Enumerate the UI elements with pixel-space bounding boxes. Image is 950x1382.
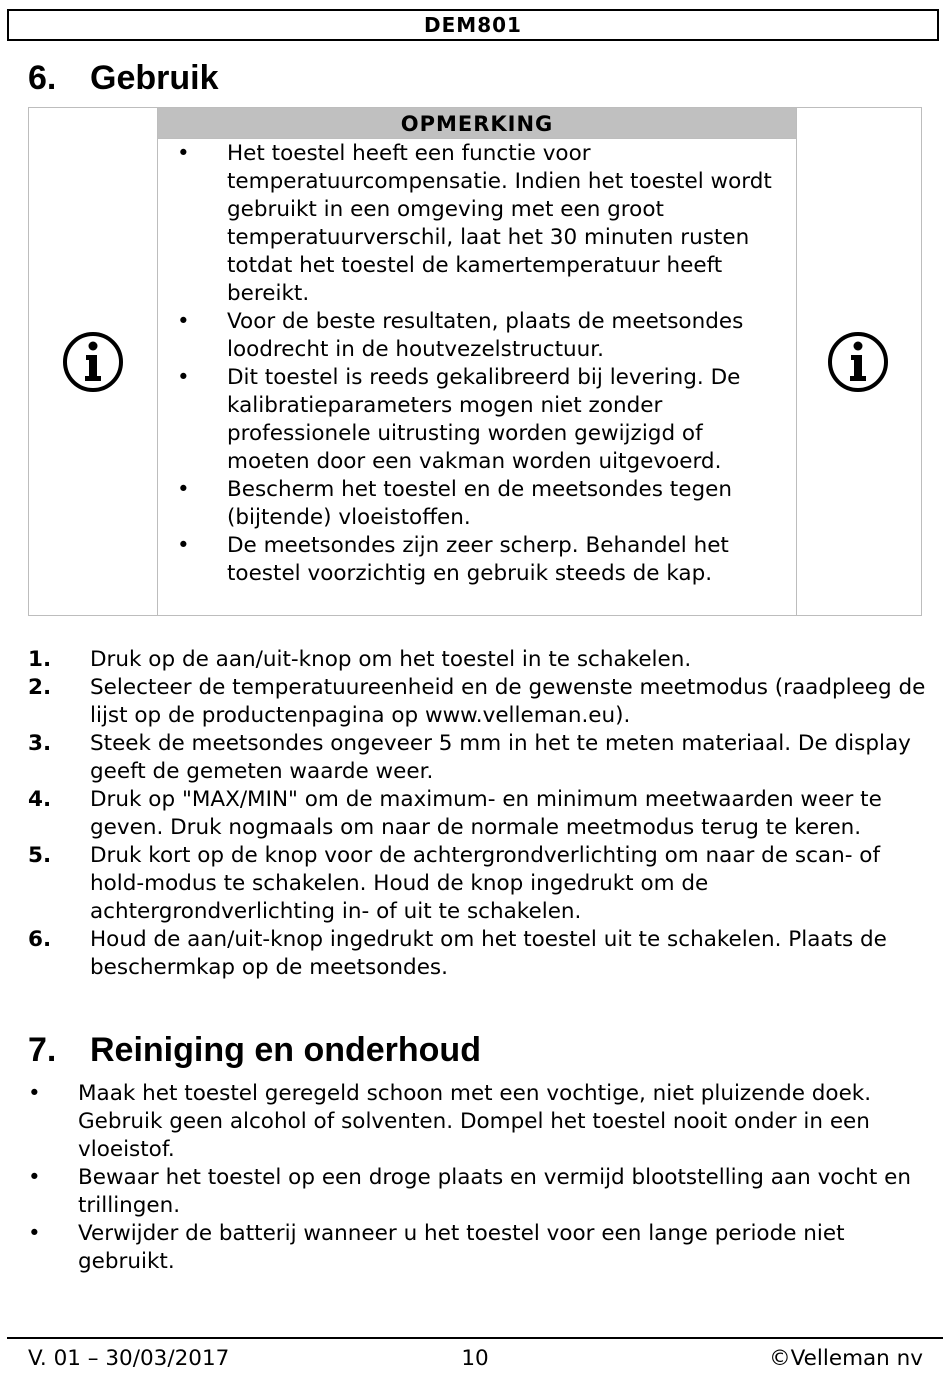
page-number: 10 — [461, 1346, 489, 1371]
info-icon — [827, 331, 889, 393]
page-header — [7, 9, 939, 41]
section-number: 7. — [28, 1031, 57, 1069]
version-date: V. 01 – 30/03/2017 — [28, 1346, 230, 1371]
copyright: ©Velleman nv — [769, 1346, 923, 1371]
list-item: • Voor de beste resultaten, plaats de meetsondes loodrecht in de houtvezelstructuur. — [177, 309, 744, 362]
note-heading: OPMERKING — [158, 108, 796, 139]
list-item: 4. Druk op "MAX/MIN" om de maximum- en minimum meetwaarden weer te geven. Druk nogmaals om naar de normale meetmodus terug te keren. — [28, 787, 882, 840]
section-number: 6. — [28, 59, 57, 97]
list-item: • Dit toestel is reeds gekalibreerd bij levering. De kalibratieparameters mogen niet zonder professionele uitrusting worden gewijzigd of moeten door een vakman worden uitgevoerd. — [177, 365, 741, 474]
list-item: • Het toestel heeft een functie voor temperatuurcompensatie. Indien het toestel wordt gebruikt in een omgeving met een groot temperatuurverschil, laat het 30 minuten rusten totdat het toestel de kamertemperatuur heeft bereikt. — [177, 141, 772, 306]
list-item: • Verwijder de batterij wanneer u het toestel voor een lange periode niet gebruikt. — [28, 1221, 845, 1274]
note-content — [157, 108, 797, 615]
section-7-heading — [28, 1030, 481, 1070]
list-item: 6. Houd de aan/uit-knop ingedrukt om het toestel uit te schakelen. Plaats de beschermkap op de meetsondes. — [28, 927, 887, 980]
note-list — [158, 139, 796, 588]
list-item: 1. Druk op de aan/uit-knop om het toestel in te schakelen. — [28, 647, 692, 672]
maintenance-list — [28, 1080, 928, 1276]
list-item: • Bewaar het toestel op een droge plaats en vermijd blootstelling aan vocht en trillingen. — [28, 1165, 912, 1218]
page-footer — [7, 1337, 943, 1377]
section-title: Gebruik — [90, 59, 219, 97]
list-item: 3. Steek de meetsondes ongeveer 5 mm in het te meten materiaal. De display geeft de gemeten waarde weer. — [28, 731, 911, 784]
model-name: DEM801 — [424, 13, 522, 37]
section-6-heading — [28, 58, 218, 98]
list-item: 5. Druk kort op de knop voor de achtergrondverlichting om naar de scan- of hold-modus te schakelen. Houd de knop ingedrukt om de achtergrondverlichting in- of uit te schakelen. — [28, 843, 881, 924]
info-icon — [62, 331, 124, 393]
list-item: • Maak het toestel geregeld schoon met een vochtige, niet pluizende doek. Gebruik geen alcohol of solventen. Dompel het toestel nooit onder in een vloeistof. — [28, 1081, 872, 1162]
steps-list — [28, 646, 928, 982]
list-item: • De meetsondes zijn zeer scherp. Behandel het toestel voorzichtig en gebruik steeds de kap. — [177, 533, 729, 586]
section-title: Reiniging en onderhoud — [90, 1031, 481, 1069]
list-item: 2. Selecteer de temperatuureenheid en de gewenste meetmodus (raadpleeg de lijst op de productenpagina op www.velleman.eu). — [28, 675, 926, 728]
list-item: • Bescherm het toestel en de meetsondes tegen (bijtende) vloeistoffen. — [177, 477, 732, 530]
note-box — [28, 107, 922, 616]
